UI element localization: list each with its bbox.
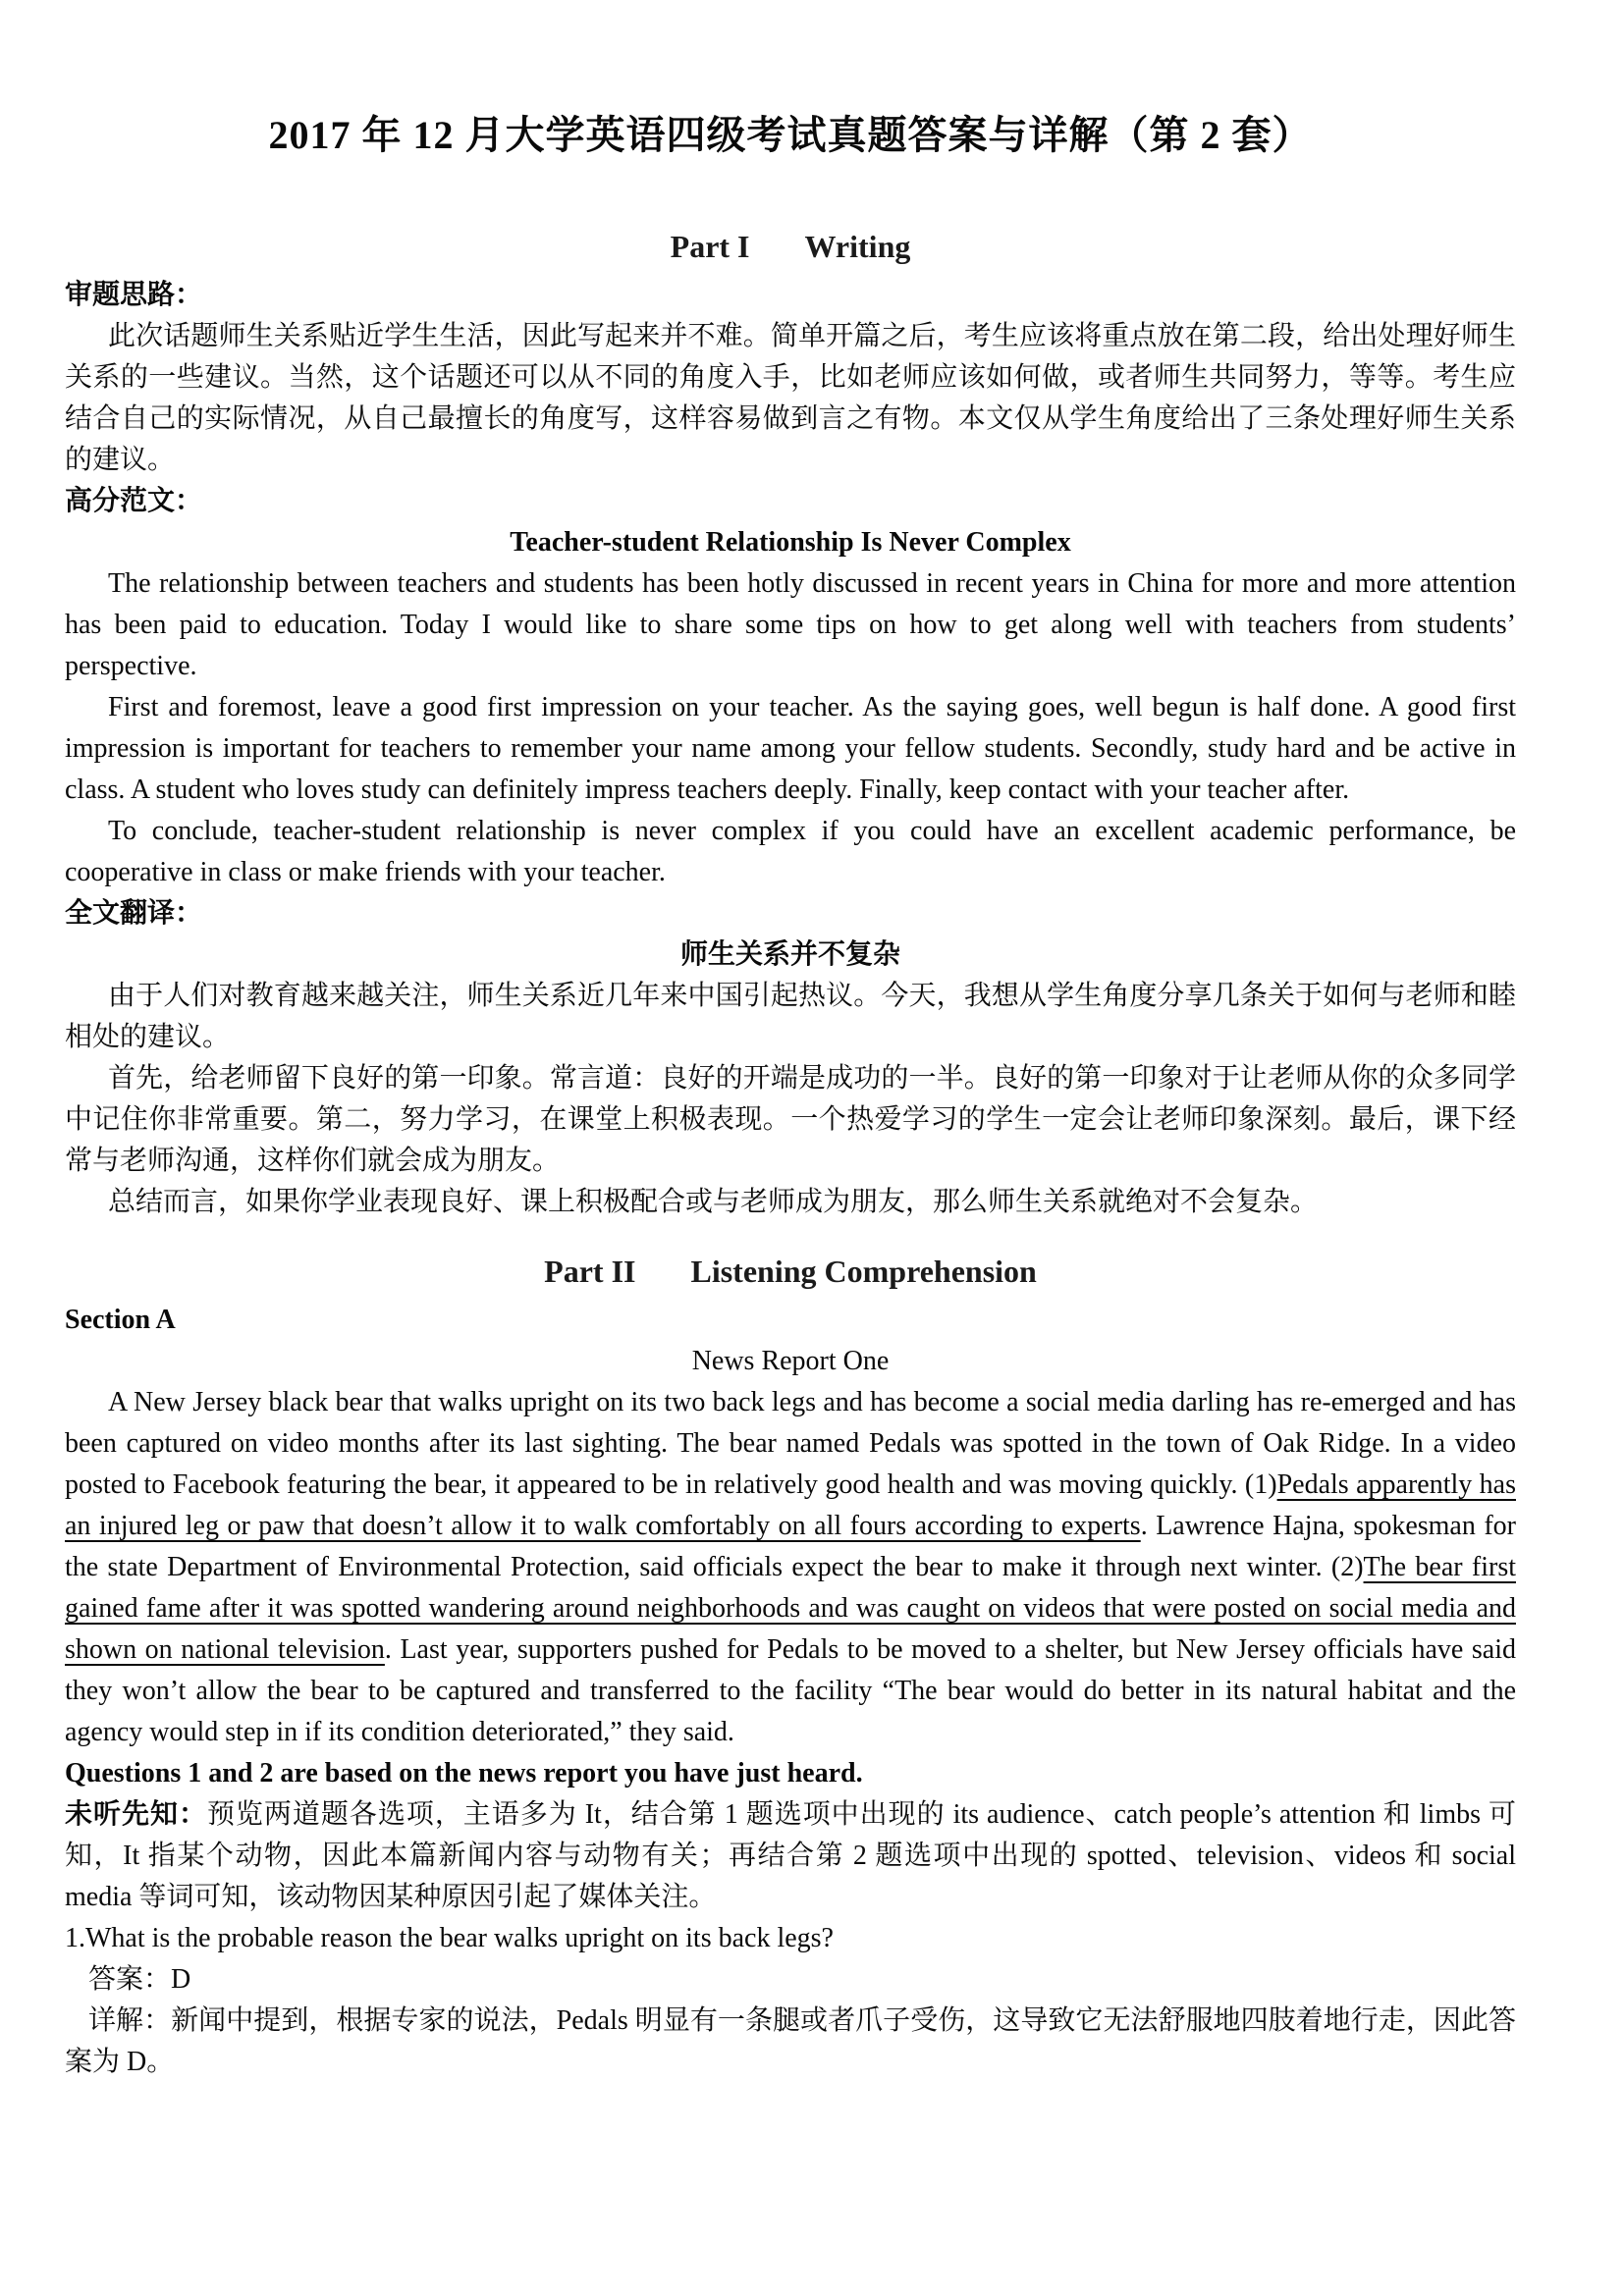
part2-heading [65,1249,1516,1294]
answer-line [65,1959,1516,2001]
news-report-title: News Report One [691,1346,890,1376]
doc-title: 2017 年 12 月大学英语四级考试真题答案与详解（第 2 套） [268,113,1313,157]
explanation-text: 新闻中提到，根据专家的说法，Pedals 明显有一条腿或者爪子受伤，这导致它无法舒服地四肢着地行走，因此答案为 D。 [65,2005,1516,2077]
sample-essay-heading: 高分范文： [65,486,203,516]
translation-heading: 全文翻译： [65,898,203,929]
translation-paragraph-3: 总结而言，如果你学业表现良好、课上积极配合或与老师成为朋友，那么师生关系就绝对不会复杂。 [108,1187,1319,1217]
news-text-segment-1: A New Jersey black bear that walks upright on its two back legs and has become a social media darling has re-emerged and has been captured on video months after its last sighting. The bear named Pedals was spotted in the town of Oak Ridge. In a video posted to Facebook featuring the bear, it appeared to be in relatively good health and was moving quickly. (1) [65,1387,1516,1500]
analysis-paragraph: 此次话题师生关系贴近学生生活，因此写起来并不难。简单开篇之后，考生应该将重点放在第二段，给出处理好师生关系的一些建议。当然，这个话题还可以从不同的角度入手，比如老师应该如何做，或者师生共同努力，等等。考生应结合自己的实际情况，从自己最擅长的角度写，这样容易做到言之有物。本文仅从学生角度给出了三条处理好师生关系的建议。 [65,321,1516,475]
question-1: 1.What is the probable reason the bear walks upright on its back legs? [65,1923,834,1953]
part2-label: Part II [544,1254,636,1289]
answer-value: D [171,1964,191,1995]
explanation-label: 详解： [88,2005,172,2036]
essay-paragraph-3: To conclude, teacher-student relationship is never complex if you could have an excellent academic performance, be cooperative in class or make friends with your teacher. [65,816,1516,887]
news-text-segment-2: . Lawrence Hajna, spokesman for the state Department of Environmental Protection, said officials expect the bear to make it through next winter. (2) [65,1511,1516,1582]
preview-paragraph [65,1794,1516,1918]
analysis-heading: 审题思路： [65,280,203,310]
essay-paragraph-2: First and foremost, leave a good first impression on your teacher. As the saying goes, well begun is half done. A good first impression is important for teachers to remember your name among your fellow students. Secondly, study hard and be active in class. A student who loves study can definitely impress teachers deeply. Finally, keep contact with your teacher after. [65,692,1516,805]
news-report-paragraph [65,1382,1516,1753]
section-a-label: Section A [65,1305,176,1335]
questions-note: Questions 1 and 2 are based on the news report you have just heard. [65,1758,863,1789]
essay-paragraph-1: The relationship between teachers and students has been hotly discussed in recent years in China for more and more attention has been paid to education. Today I would like to share some tips on how to get along well with teachers from students’ perspective. [65,568,1516,681]
news-text-segment-3: . Last year, supporters pushed for Pedals to be moved to a shelter, but New Jersey officials have said they won’t allow the bear to be captured and transferred to the facility “The bear would do better in its natural habitat and the agency would step in if its condition deteriorated,” they said. [65,1634,1517,1747]
preview-label: 未听先知： [65,1799,207,1830]
underlined-sentence-1: Pedals apparently has an injured leg or paw that doesn’t allow it to walk comfortably on all fours according to experts [65,1469,1516,1541]
translation-paragraph-1: 由于人们对教育越来越关注，师生关系近几年来中国引起热议。今天，我想从学生角度分享几条关于如何与老师和睦相处的建议。 [65,981,1516,1052]
preview-text: 预览两道题各选项，主语多为 It，结合第 1 题选项中出现的 its audience、catch people’s attention 和 limbs 可知，It 指某个动物，因此本篇新闻内容与动物有关；再结合第 2 题选项中出现的 spotted、television、videos 和 social media 等词可知，该动物因某种原因引起了媒体关注。 [65,1799,1516,1912]
underlined-sentence-2: The bear first gained fame after it was spotted wandering around neighborhoods and was caught on videos that were posted on social media and shown on national television [65,1552,1516,1665]
part1-subject: Writing [804,229,911,264]
part1-heading [65,224,1516,269]
part2-subject: Listening Comprehension [690,1254,1037,1289]
translation-title: 师生关系并不复杂 [679,939,900,970]
explanation-line [65,2001,1516,2083]
essay-title: Teacher-student Relationship Is Never Complex [510,527,1071,558]
translation-paragraph-2: 首先，给老师留下良好的第一印象。常言道：良好的开端是成功的一半。良好的第一印象对于让老师从你的众多同学中记住你非常重要。第二，努力学习，在课堂上积极表现。一个热爱学习的学生一定会让老师印象深刻。最后，课下经常与老师沟通，这样你们就会成为朋友。 [65,1063,1516,1176]
answer-label: 答案： [88,1964,172,1995]
part1-label: Part I [670,229,750,264]
